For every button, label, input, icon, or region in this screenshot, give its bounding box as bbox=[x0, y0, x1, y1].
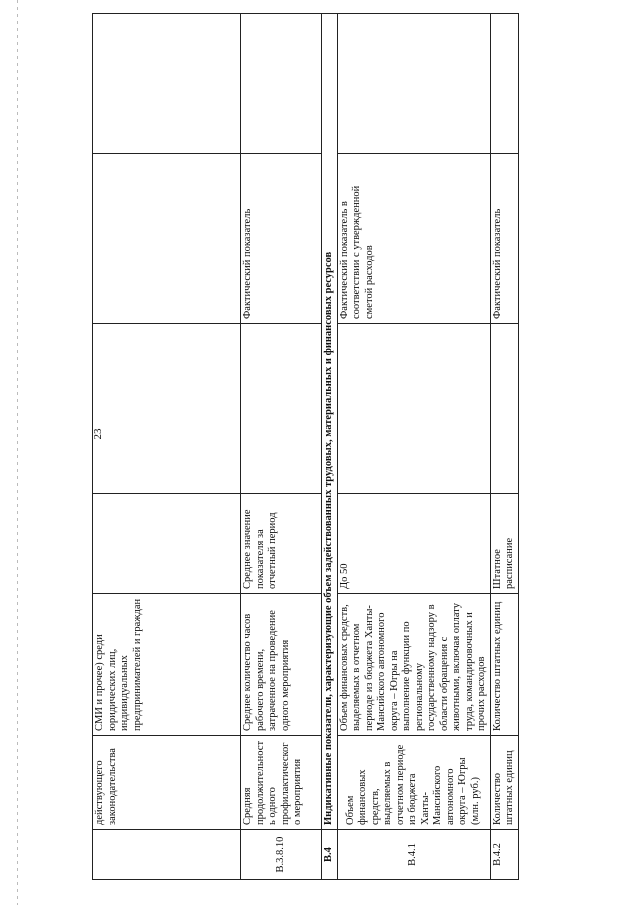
cell-code: B.4.1 bbox=[337, 830, 490, 880]
rotated-table-container bbox=[92, 14, 592, 880]
cell-name: Количество штатных единиц bbox=[490, 736, 518, 830]
cell-code bbox=[93, 830, 241, 880]
cell-source bbox=[93, 154, 241, 324]
cell-name: действующего законодательства bbox=[93, 736, 241, 830]
cell-source: Фактический показатель в соответствии с утвержденной сметой расходов bbox=[337, 154, 490, 324]
cell-note bbox=[241, 14, 322, 154]
table-row bbox=[337, 14, 490, 880]
section-code: B.4 bbox=[322, 830, 338, 880]
cell-name: Средняя продолжительност ь одного профилактическог о мероприятия bbox=[241, 736, 322, 830]
cell-threshold bbox=[337, 324, 490, 494]
cell-norm bbox=[93, 494, 241, 594]
cell-threshold bbox=[241, 324, 322, 494]
page-number: 23 bbox=[92, 428, 104, 440]
cell-code: B.3.8.10 bbox=[241, 830, 322, 880]
cell-norm: До 50 bbox=[337, 494, 490, 594]
cell-definition: Количество штатных единиц bbox=[490, 594, 518, 736]
cell-source: Фактический показатель bbox=[241, 154, 322, 324]
cell-source: Фактический показатель bbox=[490, 154, 518, 324]
cell-note bbox=[337, 14, 490, 154]
cell-definition: Объем финансовых средств, выделяемых в отчетном периоде из бюджета Ханты-Мансийского автономного округа – Югры на выполнение функции по региональному государственному надзору в области обращения с животными, включая оплату труда, командировочных и прочих расходов bbox=[337, 594, 490, 736]
scan-edge-line bbox=[17, 0, 18, 905]
cell-note bbox=[93, 14, 241, 154]
cell-norm: Среднее значение показателя за отчетный период bbox=[241, 494, 322, 594]
cell-threshold bbox=[490, 324, 518, 494]
cell-definition: Среднее количество часов рабочего времени, затраченное на проведение одного мероприятия bbox=[241, 594, 322, 736]
cell-definition: СМИ и прочее) среди юридических лиц, индивидуальных предпринимателей и граждан bbox=[93, 594, 241, 736]
section-title: Индикативные показатели, характеризующие объем задействованных трудовых, материальных и финансовых ресурсов bbox=[322, 14, 338, 830]
table-row bbox=[490, 14, 518, 880]
table-row bbox=[93, 14, 241, 880]
section-row bbox=[322, 14, 338, 880]
table-row bbox=[241, 14, 322, 880]
indicators-table bbox=[92, 13, 519, 880]
cell-note bbox=[490, 14, 518, 154]
cell-threshold bbox=[93, 324, 241, 494]
cell-name: Объем финансовых средств, выделяемых в отчетном периоде из бюджета Ханты-Мансийского автономного округа – Югры (млн. руб.) bbox=[337, 736, 490, 830]
cell-code: B.4.2 bbox=[490, 830, 518, 880]
cell-norm: Штатное расписание bbox=[490, 494, 518, 594]
